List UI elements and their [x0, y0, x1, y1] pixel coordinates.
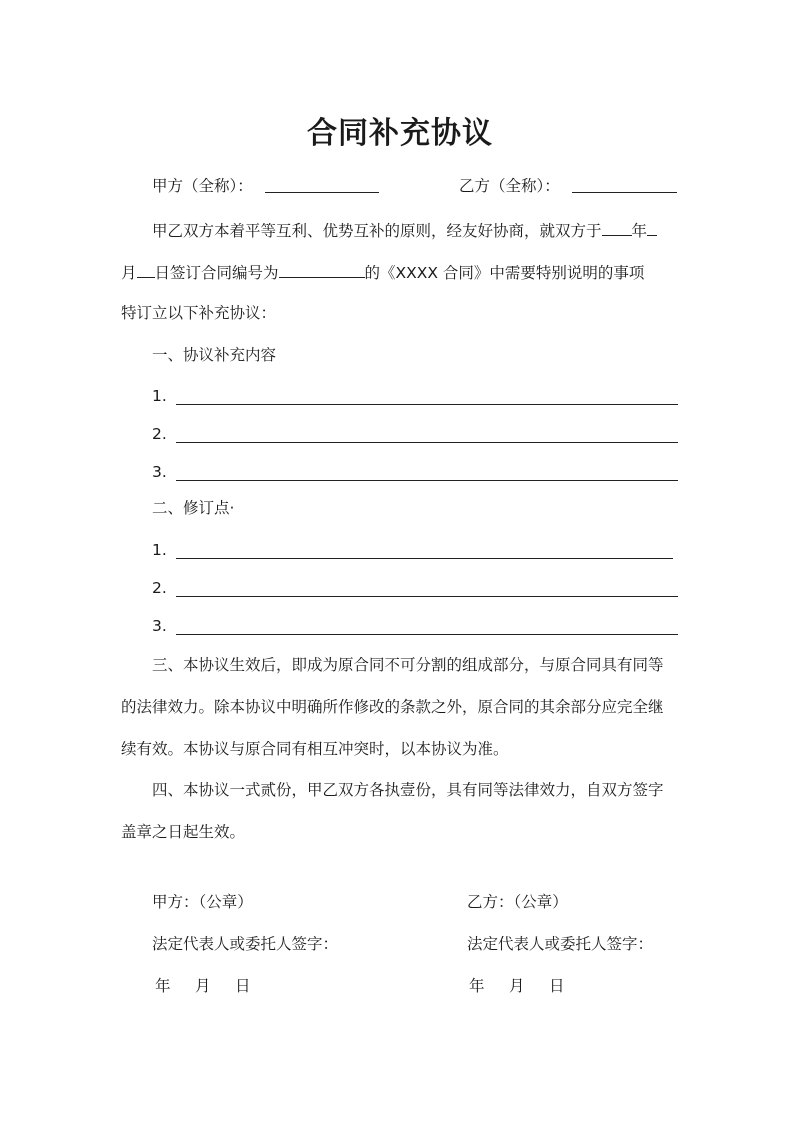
section-1-item-3-number: 3.	[152, 463, 167, 481]
intro-date-blank-3[interactable]	[137, 261, 155, 278]
document-title: 合同补充协议	[307, 116, 493, 151]
intro-text-2: 日签订合同编号为	[154, 264, 279, 282]
intro-date-blank-1[interactable]	[602, 219, 632, 236]
section-1-item-1-number: 1.	[152, 387, 167, 405]
intro-year-text: 年	[631, 222, 648, 240]
section-3-line-2: 的法律效力。除本协议中明确所作修改的条款之外，原合同的其余部分应完全继	[121, 698, 664, 716]
section-2-heading: 二、修订点·	[152, 499, 235, 517]
section-2-item-2-blank[interactable]	[176, 596, 678, 597]
section-1-item-2-number: 2.	[152, 425, 167, 443]
intro-text-3: 的《XXXX 合同》中需要特别说明的事项	[364, 264, 645, 282]
party-a-name-blank[interactable]	[265, 192, 379, 193]
intro-line-1	[152, 219, 657, 241]
party-b-date-year: 年	[469, 977, 485, 995]
party-b-label: 乙方（全称）：	[459, 177, 560, 195]
intro-line-3: 特订立以下补充协议：	[121, 304, 277, 322]
intro-text-1: 甲乙双方本着平等互利、优势互补的原则，经友好协商，就双方于	[152, 222, 602, 240]
contract-number-blank[interactable]	[279, 261, 365, 278]
section-3-line-3: 续有效。本协议与原合同有相互冲突时，以本协议为准。	[121, 740, 509, 758]
party-a-seal-label: 甲方：（公章）	[152, 893, 253, 911]
intro-date-blank-2[interactable]	[647, 219, 657, 236]
section-2-item-3-blank[interactable]	[176, 634, 678, 635]
section-2-item-2-number: 2.	[152, 579, 167, 597]
party-b-seal-label: 乙方：（公章）	[467, 893, 568, 911]
intro-line-2	[121, 261, 644, 283]
party-b-date-month: 月	[509, 977, 525, 995]
party-a-date-day: 日	[235, 977, 251, 995]
party-b-signature-label: 法定代表人或委托人签字：	[467, 935, 654, 953]
section-2-item-3-number: 3.	[152, 617, 167, 635]
section-1-heading: 一、协议补充内容	[152, 346, 277, 364]
section-2-item-1-blank[interactable]	[176, 558, 673, 559]
section-4-line-1: 四、本协议一式贰份，甲乙双方各执壹份，具有同等法律效力，自双方签字	[152, 781, 664, 799]
party-a-label: 甲方（全称）：	[152, 177, 253, 195]
section-1-item-2-blank[interactable]	[176, 442, 678, 443]
section-2-item-1-number: 1.	[152, 541, 167, 559]
section-3-line-1: 三、本协议生效后，即成为原合同不可分割的组成部分，与原合同具有同等	[152, 656, 664, 674]
party-b-name-blank[interactable]	[572, 192, 677, 193]
section-1-item-3-blank[interactable]	[176, 480, 678, 481]
section-1-item-1-blank[interactable]	[176, 404, 678, 405]
party-a-signature-label: 法定代表人或委托人签字：	[152, 935, 339, 953]
party-a-date-month: 月	[195, 977, 211, 995]
party-a-date-year: 年	[155, 977, 171, 995]
intro-month-text: 月	[121, 264, 137, 282]
party-b-date-day: 日	[549, 977, 565, 995]
section-4-line-2: 盖章之日起生效。	[121, 823, 246, 841]
